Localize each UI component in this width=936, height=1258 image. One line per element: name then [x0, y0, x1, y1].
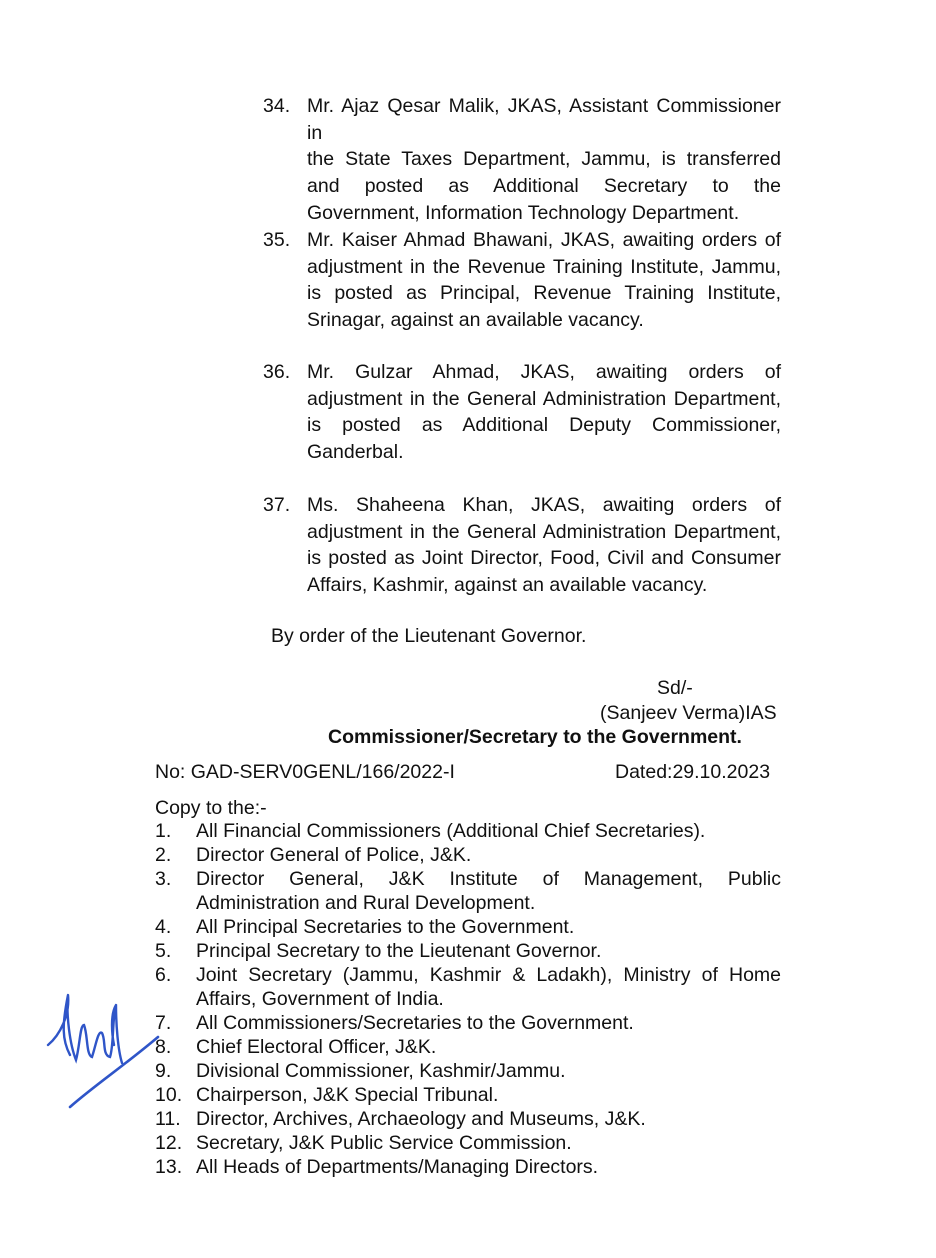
- handwritten-signature: [40, 985, 160, 1115]
- list-item-number: 5.: [155, 940, 172, 962]
- sd-mark: Sd/-: [657, 677, 693, 699]
- list-item-text: Director General, J&K Institute of Management, Public: [196, 868, 781, 890]
- item-line: is posted as Joint Director, Food, Civil and Consumer: [307, 547, 781, 570]
- list-item: [155, 867, 781, 915]
- list-item-number: 3.: [155, 868, 172, 890]
- list-item: [155, 1011, 781, 1035]
- item-line: adjustment in the General Administration Department,: [307, 387, 781, 410]
- list-item-text: Director, Archives, Archaeology and Museums, J&K.: [196, 1108, 646, 1130]
- list-item-text: Secretary, J&K Public Service Commission.: [196, 1132, 572, 1154]
- item-line: adjustment in the General Administration Department,: [307, 520, 781, 543]
- list-item-text: Joint Secretary (Jammu, Kashmir & Ladakh), Ministry of Home: [196, 964, 781, 986]
- item-text: [307, 359, 781, 466]
- order-reference-number: No: GAD-SERV0GENL/166/2022-I: [155, 761, 455, 783]
- item-line: and posted as Additional Secretary to the: [307, 175, 781, 198]
- list-item-text: Principal Secretary to the Lieutenant Governor.: [196, 940, 602, 962]
- list-item-number: 1.: [155, 820, 172, 842]
- order-item-35: [263, 227, 781, 334]
- item-line: Ganderbal.: [307, 441, 404, 464]
- list-item-number: 6.: [155, 964, 172, 986]
- list-item-text: All Heads of Departments/Managing Directors.: [196, 1156, 599, 1178]
- item-number: 37.: [263, 494, 291, 516]
- item-line: Government, Information Technology Department.: [307, 201, 740, 224]
- list-item-number: 9.: [155, 1060, 172, 1082]
- by-order-line: By order of the Lieutenant Governor.: [271, 625, 587, 647]
- list-item-number: 10.: [155, 1084, 183, 1106]
- list-item-text: Chief Electoral Officer, J&K.: [196, 1036, 437, 1058]
- list-item-number: 13.: [155, 1156, 183, 1178]
- item-line: Srinagar, against an available vacancy.: [307, 309, 644, 332]
- item-text: [307, 93, 781, 227]
- list-item-text: Affairs, Government of India.: [196, 988, 444, 1010]
- list-item-number: 4.: [155, 916, 172, 938]
- item-line: is posted as Principal, Revenue Training Institute,: [307, 282, 781, 305]
- signatory-designation: Commissioner/Secretary to the Government.: [328, 726, 742, 748]
- list-item: [155, 1155, 781, 1179]
- list-item: [155, 1131, 781, 1155]
- copy-list: [155, 819, 781, 1179]
- signatory-name: (Sanjeev Verma)IAS: [600, 702, 777, 724]
- list-item-text: Divisional Commissioner, Kashmir/Jammu.: [196, 1060, 566, 1082]
- item-line: Mr. Kaiser Ahmad Bhawani, JKAS, awaiting orders of: [307, 229, 781, 251]
- order-item-36: [263, 359, 781, 466]
- list-item-number: 12.: [155, 1132, 183, 1154]
- list-item-number: 11.: [155, 1108, 181, 1130]
- list-item-text: Administration and Rural Development.: [196, 892, 536, 914]
- list-item: [155, 939, 781, 963]
- list-item-number: 8.: [155, 1036, 172, 1058]
- list-item: [155, 1035, 781, 1059]
- list-item: [155, 963, 781, 1011]
- item-text: [307, 227, 781, 334]
- copy-to-heading: Copy to the:-: [155, 797, 267, 819]
- list-item: [155, 1059, 781, 1083]
- order-item-37: [263, 492, 781, 599]
- item-line: is posted as Additional Deputy Commissioner,: [307, 414, 781, 437]
- order-date: Dated:29.10.2023: [615, 761, 771, 783]
- item-number: 36.: [263, 361, 291, 383]
- list-item-text: All Commissioners/Secretaries to the Government.: [196, 1012, 634, 1034]
- item-line: Mr. Ajaz Qesar Malik, JKAS, Assistant Commissioner in: [307, 95, 781, 144]
- item-text: [307, 492, 781, 599]
- list-item: [155, 1107, 781, 1131]
- list-item-text: Chairperson, J&K Special Tribunal.: [196, 1084, 499, 1106]
- item-number: 35.: [263, 229, 291, 251]
- item-line: the State Taxes Department, Jammu, is transferred: [307, 148, 781, 171]
- item-line: Affairs, Kashmir, against an available vacancy.: [307, 574, 708, 597]
- list-item-text: All Financial Commissioners (Additional Chief Secretaries).: [196, 820, 706, 842]
- list-item-text: All Principal Secretaries to the Government.: [196, 916, 575, 938]
- list-item: [155, 819, 781, 843]
- list-item-text: Director General of Police, J&K.: [196, 844, 472, 866]
- list-item-number: 7.: [155, 1012, 172, 1034]
- list-item: [155, 1083, 781, 1107]
- list-item: [155, 915, 781, 939]
- list-item: [155, 843, 781, 867]
- list-item-number: 2.: [155, 844, 172, 866]
- item-line: adjustment in the Revenue Training Institute, Jammu,: [307, 255, 781, 278]
- item-number: 34.: [263, 95, 291, 117]
- order-item-34: [263, 93, 781, 227]
- item-line: Mr. Gulzar Ahmad, JKAS, awaiting orders of: [307, 361, 781, 383]
- item-line: Ms. Shaheena Khan, JKAS, awaiting orders of: [307, 494, 781, 516]
